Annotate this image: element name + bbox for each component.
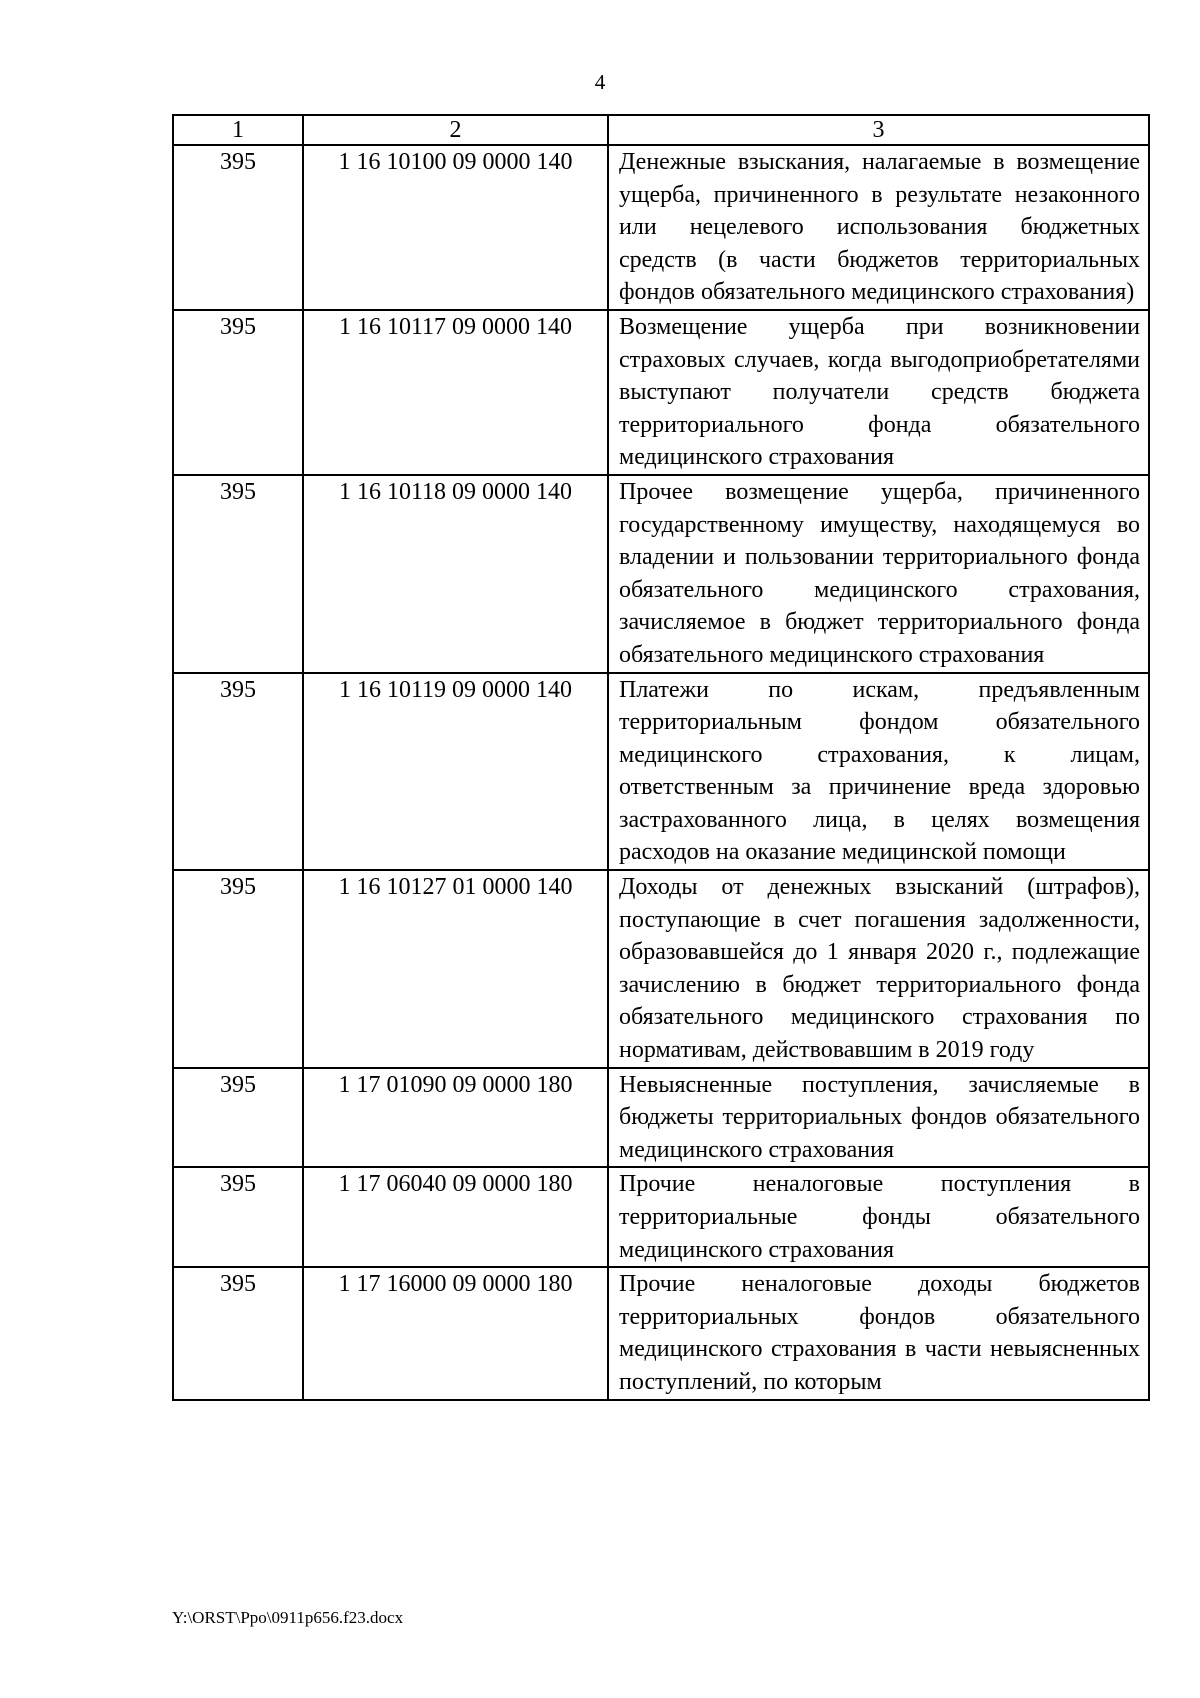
column-header-1: 1: [173, 115, 303, 145]
description-cell: Денежные взыскания, налагаемые в возмещение ущерба, причиненного в результате незаконного или нецелевого использования бюджетных средств (в части бюджетов территориальных фондов обязательного медицинского страхования): [608, 145, 1149, 310]
file-path-footer: Y:\ORST\Ppo\0911p656.f23.docx: [172, 1608, 404, 1627]
admin-code-cell: 395: [173, 310, 303, 475]
admin-code-cell: 395: [173, 1068, 303, 1168]
description-cell: Невыясненные поступления, зачисляемые в бюджеты территориальных фондов обязательного медицинского страхования: [608, 1068, 1149, 1168]
budget-code-cell: 1 16 10118 09 0000 140: [303, 475, 608, 673]
description-cell: Прочие неналоговые доходы бюджетов территориальных фондов обязательного медицинского страхования в части невыясненных поступлений, по которым: [608, 1267, 1149, 1399]
budget-code-cell: 1 17 01090 09 0000 180: [303, 1068, 608, 1168]
table-row: [173, 870, 1149, 1068]
page-number: 4: [594, 70, 606, 94]
budget-code-cell: 1 16 10100 09 0000 140: [303, 145, 608, 310]
table-row: [173, 310, 1149, 475]
table-row: [173, 475, 1149, 673]
column-header-2: 2: [303, 115, 608, 145]
admin-code-cell: 395: [173, 1267, 303, 1399]
table-row: [173, 1167, 1149, 1267]
admin-code-cell: 395: [173, 145, 303, 310]
budget-code-cell: 1 17 16000 09 0000 180: [303, 1267, 608, 1399]
budget-code-cell: 1 16 10117 09 0000 140: [303, 310, 608, 475]
budget-code-cell: 1 17 06040 09 0000 180: [303, 1167, 608, 1267]
budget-codes-table: [172, 114, 1150, 1401]
budget-code-cell: 1 16 10119 09 0000 140: [303, 673, 608, 871]
description-cell: Прочее возмещение ущерба, причиненного государственному имуществу, находящемуся во владении и пользовании территориального фонда обязательного медицинского страхования, зачисляемое в бюджет территориального фонда обязательного медицинского страхования: [608, 475, 1149, 673]
description-cell: Доходы от денежных взысканий (штрафов), поступающие в счет погашения задолженности, образовавшейся до 1 января 2020 г., подлежащие зачислению в бюджет территориального фонда обязательного медицинского страхования по нормативам, действовавшим в 2019 году: [608, 870, 1149, 1068]
table-row: [173, 1068, 1149, 1168]
admin-code-cell: 395: [173, 870, 303, 1068]
budget-code-cell: 1 16 10127 01 0000 140: [303, 870, 608, 1068]
table-row: [173, 145, 1149, 310]
table-header-row: [173, 115, 1149, 145]
description-cell: Возмещение ущерба при возникновении страховых случаев, когда выгодоприобретателями выступают получатели средств бюджета территориального фонда обязательного медицинского страхования: [608, 310, 1149, 475]
admin-code-cell: 395: [173, 475, 303, 673]
description-cell: Прочие неналоговые поступления в территориальные фонды обязательного медицинского страхования: [608, 1167, 1149, 1267]
admin-code-cell: 395: [173, 1167, 303, 1267]
table-row: [173, 673, 1149, 871]
admin-code-cell: 395: [173, 673, 303, 871]
column-header-3: 3: [608, 115, 1149, 145]
description-cell: Платежи по искам, предъявленным территориальным фондом обязательного медицинского страхования, к лицам, ответственным за причинение вреда здоровью застрахованного лица, в целях возмещения расходов на оказание медицинской помощи: [608, 673, 1149, 871]
table-row: [173, 1267, 1149, 1399]
